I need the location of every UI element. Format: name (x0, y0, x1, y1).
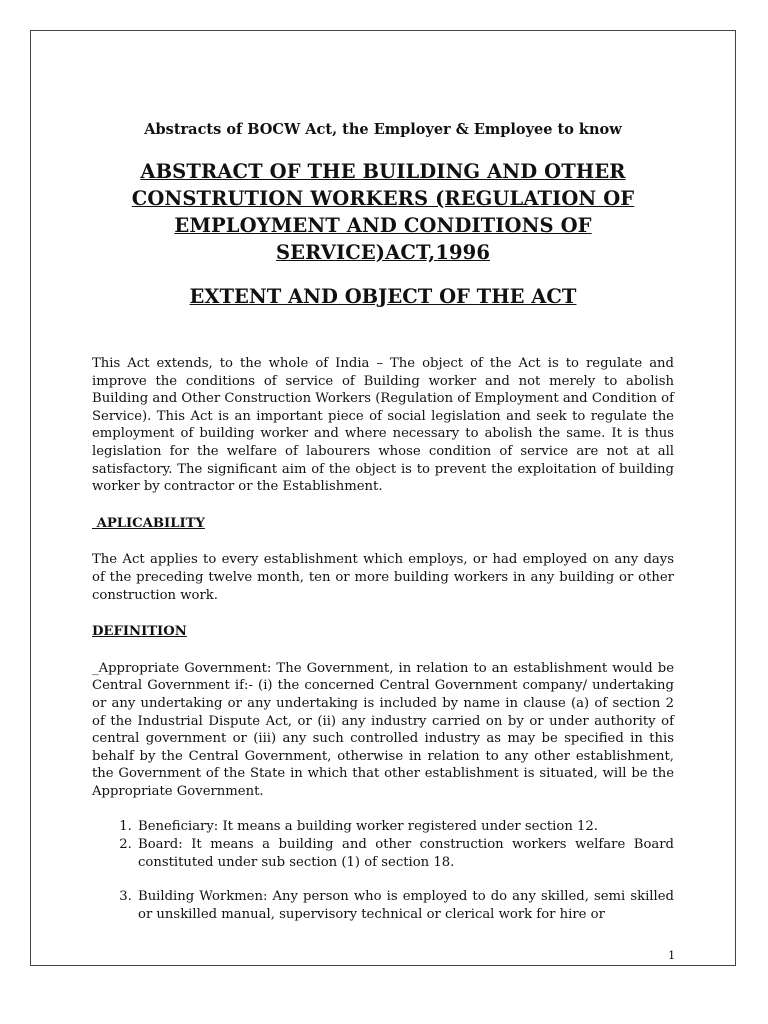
title-line: SERVICE)ACT,1996 (276, 241, 490, 264)
section-title: EXTENT AND OBJECT OF THE ACT (189, 285, 577, 308)
list-item: 1. Beneficiary: It means a building worker registered under section 12. (136, 818, 674, 836)
applicability-paragraph: The Act applies to every establishment which employs, or had employed on any days of the preceding twelve month, ten or more building workers in any building or other construction work. (92, 552, 674, 603)
definition-paragraph: _Appropriate Government: The Government, in relation to an establishment would be Central Government if:- (i) the concerned Central Government company/ undertaking or any undertaking or any undertaking is included by name in clause (a) of section 2 of the Industrial Dispute Act, or (ii) any industry carried on by or under authority of central government or (iii) any such controlled industry as may be specified in this behalf by the Central Government, otherwise in relation to any other establishment, the Government of the State in which that other establishment is situated, will be the Appropriate Government. (92, 660, 674, 799)
title-line: CONSTRUTION WORKERS (REGULATION OF (131, 187, 635, 210)
document-subtitle: Abstracts of BOCW Act, the Employer & Employee to know (144, 121, 622, 138)
document-title (92, 158, 674, 266)
intro-paragraph: This Act extends, to the whole of India – The object of the Act is to regulate and improve the conditions of service of Building worker and not merely to abolish Building and Other Construction Workers (Regulation of Employment and Condition of Service). This Act is an important piece of social legislation and seek to regulate the employment of building worker and where necessary to abolish the same. It is thus legislation for the welfare of labourers whose condition of service are not at all satisfactory. The significant aim of the object is to prevent the exploitation of building worker by contractor or the Establishment. (92, 356, 674, 495)
page-number: 1 (668, 948, 676, 962)
definition-heading: DEFINITION (92, 624, 187, 640)
definitions-list (92, 818, 674, 923)
title-line: EMPLOYMENT AND CONDITIONS OF (174, 214, 592, 237)
document-body (92, 120, 674, 923)
title-line: ABSTRACT OF THE BUILDING AND OTHER (140, 160, 626, 183)
list-item: 3. Building Workmen: Any person who is employed to do any skilled, semi skilled or unskilled manual, supervisory technical or clerical work for hire or (136, 888, 674, 923)
applicability-heading: APLICABILITY (92, 515, 205, 531)
list-item: 2. Board: It means a building and other construction workers welfare Board constituted under sub section (1) of section 18. (136, 836, 674, 871)
